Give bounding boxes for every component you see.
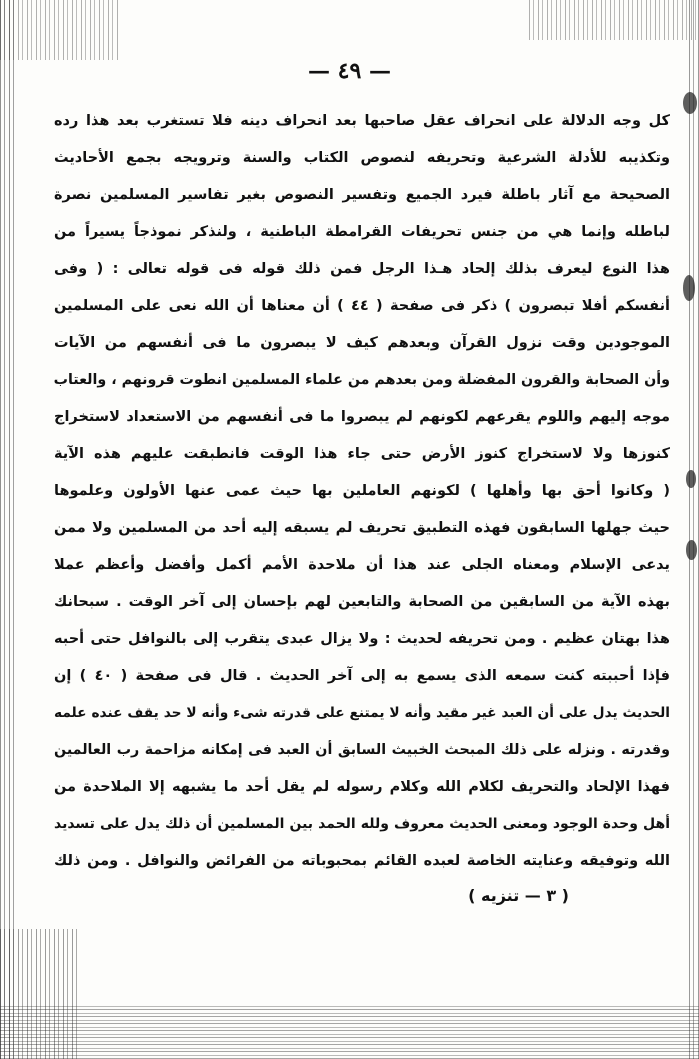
scan-noise: [0, 1004, 699, 1059]
text-line: أهل وحدة الوجود ومعنى الحديث معروف ولله الحمد بين المسلمين أن ذلك يدل على تسديد: [54, 816, 670, 832]
text-line: فإذا أحببته كنت سمعه الذى يسمع به إلى آخر الحديث . قال فى صفحة ( ٤٠ ) إن: [54, 668, 670, 684]
scan-noise: [0, 0, 14, 1059]
body-text: [54, 103, 670, 880]
text-line: هذا النوع ليعرف بذلك إلحاد هـذا الرجل فمن ذلك قوله فى قوله تعالى : ( وفى: [54, 261, 670, 277]
scan-blot: [686, 540, 697, 560]
text-line: وتكذيبه للأدلة الشرعية وتحريفه لنصوص الكتاب والسنة وترويجه بجمع الأحاديث: [54, 150, 670, 166]
signature-mark: ( ٣ — تنزيه ): [468, 886, 569, 905]
text-line: هذا بهتان عظيم . ومن تحريفه لحديث : ولا يزال عبدى يتقرب إلى بالنوافل حتى أحبه: [54, 631, 670, 647]
text-line: لباطله وإنما هي من جنس تحريفات القرامطة الباطنية ، ولنذكر نموذجاً يسيراً من: [54, 224, 670, 240]
text-line: يدعى الإسلام ومعناه الجلى عند هذا أن ملاحدة الأمم أكمل وأفضل وأعظم عملا: [54, 557, 670, 573]
text-line: بهذه الآية من السابقين من الصحابة والتابعين لهم بإحسان إلى آخر الوقت . سبحانك: [54, 594, 670, 610]
scan-blot: [683, 92, 697, 114]
text-line: فهذا الإلحاد والتحريف لكلام الله وكلام رسوله لم يقل أحد ما يشبهه إلا الملاحدة من: [54, 779, 670, 795]
text-line: موجه إليهم واللوم يقرعهم لكونهم لم يبصروا ما فى أنفسهم من الاستعداد لاستخراج: [54, 409, 670, 425]
scan-blot: [686, 470, 696, 488]
scan-blot: [683, 275, 695, 301]
text-line: ( وكانوا أحق بها وأهلها ) لكونهم العاملين بها حيث عمى عنها الأولون وعلموها: [54, 483, 670, 499]
scan-noise: [689, 0, 699, 1059]
scan-noise: [0, 929, 80, 1059]
text-line: أنفسكم أفلا تبصرون ) ذكر فى صفحة ( ٤٤ ) أن معناها أن الله نعى على المسلمين: [54, 298, 670, 314]
text-line: كنوزها ولا لاستخراج كنوز الأرض حتى جاء هذا الوقت فانطبقت عليهم هذه الآية: [54, 446, 670, 462]
text-line: حيث جهلها السابقون فهذه التطبيق تحريف لم يسبقه إليه أحد من المسلمين ولا ممن: [54, 520, 670, 536]
scan-noise: [0, 0, 120, 60]
scan-noise: [529, 0, 699, 40]
text-line: كل وجه الدلالة على انحراف عقل صاحبها بعد انحراف دينه فلا تستغرب بعد هذا رده: [54, 113, 670, 129]
text-line: الموجودين وقت نزول القرآن وبعدهم كيف لا يبصرون ما فى أنفسهم من الآيات: [54, 335, 670, 351]
text-line: الحديث يدل على أن العبد غير مقيد وأنه لا يمتنع على قدرته شىء وأنه لا حد يقف عنده علمه: [54, 705, 670, 721]
text-line: وقدرته . ونزله على ذلك المبحث الخبيث السابق أن العبد فى إمكانه مزاحمة رب العالمين: [54, 742, 670, 758]
page-number: — ٤٩ —: [308, 58, 391, 84]
text-line: الصحيحة مع آثار باطلة فيرد الجميع وتفسير النصوص بغير تفاسير المسلمين نصرة: [54, 187, 670, 203]
text-line: الله وتوفيقه وعنايته الخاصة لعبده القائم بمحبوباته من الفرائض والنوافل . ومن ذلك: [54, 853, 670, 869]
text-line: وأن الصحابة والقرون المفضلة ومن بعدهم من علماء المسلمين انطوت قرونهم ، والعتاب: [54, 372, 670, 388]
